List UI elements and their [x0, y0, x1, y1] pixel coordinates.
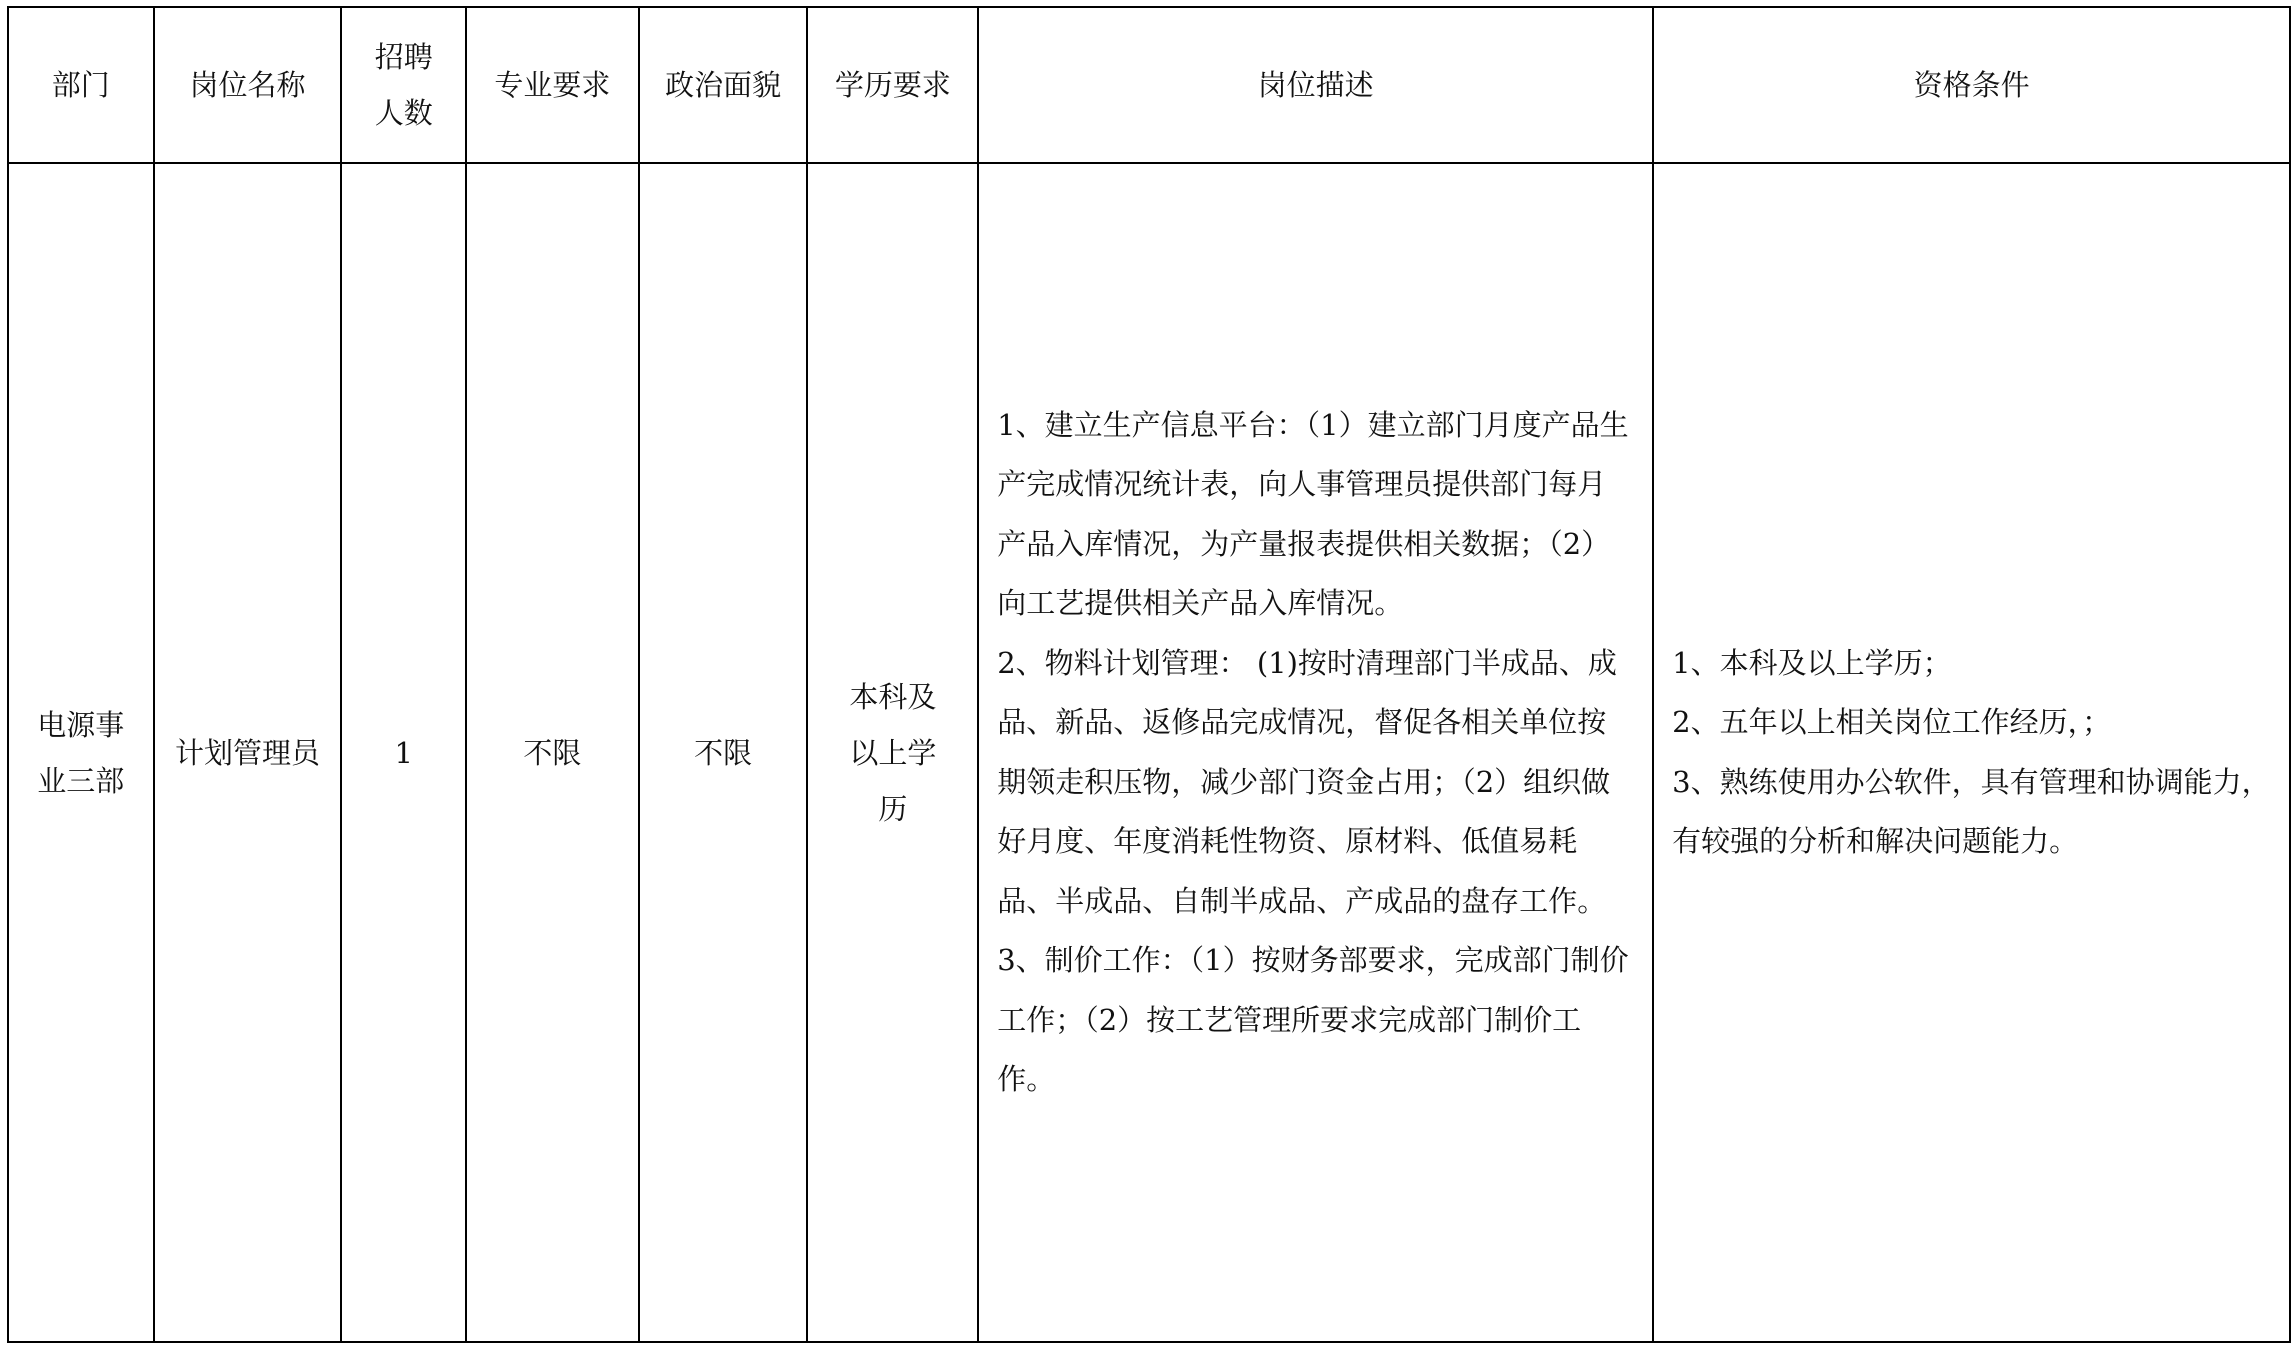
- cell-qualifications: [1653, 163, 2290, 1342]
- table-row: [8, 163, 2290, 1342]
- job-description-item-2: 2、物料计划管理： (1)按时清理部门半成品、成品、新品、返修品完成情况，督促各相关单位按期领走积压物，减少部门资金占用；（2）组织做好月度、年度消耗性物资、原材料、低值易耗品、半成品、自制半成品、产成品的盘存工作。: [997, 645, 1617, 918]
- header-qualifications: 资格条件: [1653, 7, 2290, 163]
- header-job-description: 岗位描述: [978, 7, 1653, 163]
- cell-position-name: 计划管理员: [154, 163, 342, 1342]
- header-position-name: 岗位名称: [154, 7, 342, 163]
- cell-political-status: 不限: [639, 163, 808, 1342]
- recruitment-table: [7, 6, 2291, 1343]
- header-political-status: 政治面貌: [639, 7, 808, 163]
- header-row: [8, 7, 2290, 163]
- cell-education-requirement: 本科及以上学历: [807, 163, 978, 1342]
- cell-department: 电源事业三部: [8, 163, 154, 1342]
- qualification-item-3: 3、熟练使用办公软件，具有管理和协调能力，有较强的分析和解决问题能力。: [1672, 764, 2271, 858]
- job-description-item-3: 3、制价工作：（1）按财务部要求，完成部门制价工作；（2）按工艺管理所要求完成部门制价工作。: [997, 943, 1629, 1096]
- cell-major-requirement: 不限: [466, 163, 639, 1342]
- header-department: 部门: [8, 7, 154, 163]
- header-education-requirement: 学历要求: [807, 7, 978, 163]
- header-major-requirement: 专业要求: [466, 7, 639, 163]
- job-description-item-1: 1、建立生产信息平台：（1）建立部门月度产品生产完成情况统计表，向人事管理员提供部门每月产品入库情况，为产量报表提供相关数据；（2）向工艺提供相关产品入库情况。: [997, 407, 1629, 620]
- qualification-item-2: 2、五年以上相关岗位工作经历，；: [1672, 705, 2112, 739]
- qualification-item-1: 1、本科及以上学历；: [1672, 645, 1952, 680]
- cell-job-description: [978, 163, 1653, 1342]
- header-headcount: 招聘人数: [341, 7, 466, 163]
- cell-headcount: 1: [341, 163, 466, 1342]
